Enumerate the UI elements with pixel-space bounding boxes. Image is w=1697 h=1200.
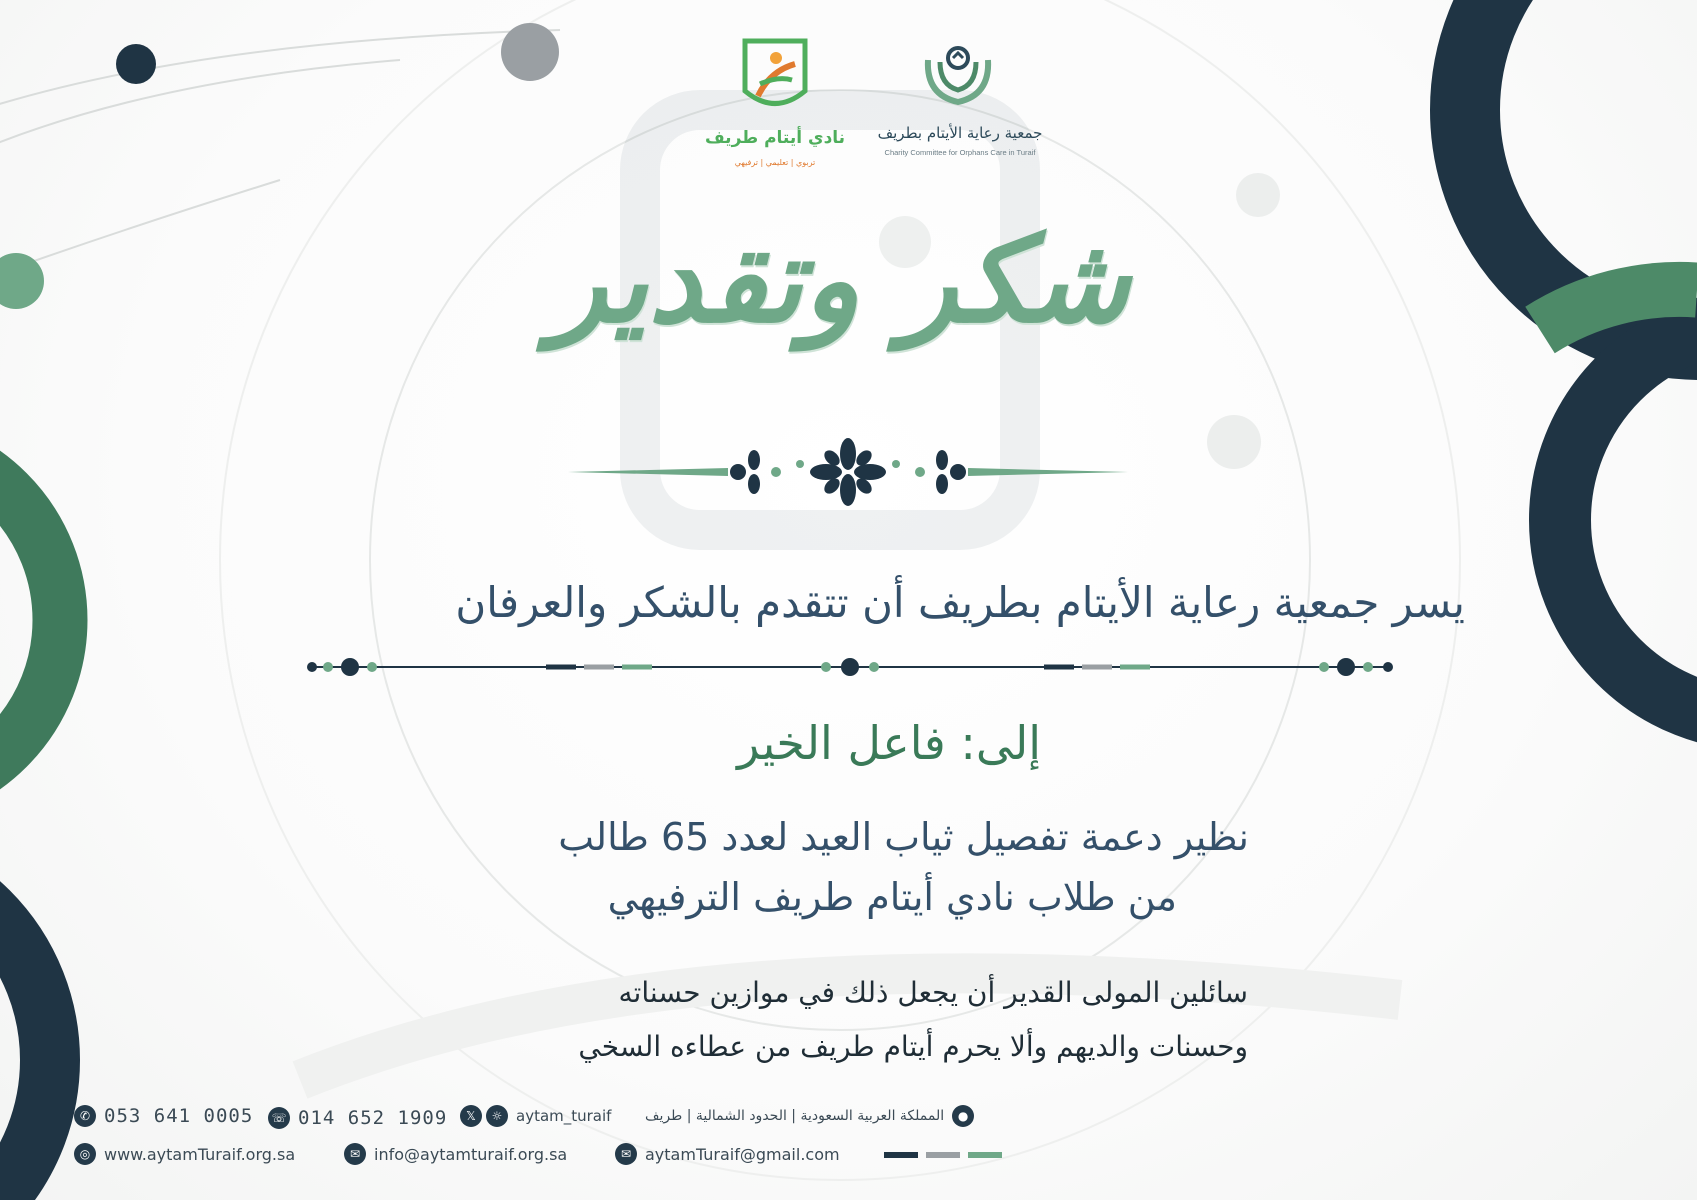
reason-line-1: نظير دعمة تفصيل ثياب العيد لعدد 65 طالب [558,815,1249,859]
snapchat-icon[interactable]: ☼ [486,1105,508,1127]
club-subtitle: تربوي | تعليمي | ترفيهي [734,158,816,167]
landline-icon: ☏ [268,1107,290,1129]
email-secondary-link[interactable]: aytamTuraif@gmail.com [645,1144,840,1164]
bead-divider [300,652,1400,682]
phone-icon: ✆ [74,1105,96,1127]
footer-email-primary [344,1143,567,1165]
reason-line-2: من طلاب نادي أيتام طريف الترفيهي [607,875,1177,919]
footer-color-bars [884,1150,1004,1160]
location-icon: ● [952,1105,974,1127]
club-shield-icon [740,36,810,120]
mail-icon: ✉ [615,1143,637,1165]
landline-number: 014 652 1909 [298,1107,448,1129]
footer-social [460,1105,611,1127]
hands-heart-icon [920,40,996,110]
globe-icon: ◎ [74,1143,96,1165]
prayer-line-2: وحسنات والديهم وألا يحرم أيتام طريف من عطاءه السخي [578,1030,1248,1063]
footer-landline [268,1107,447,1129]
footer-mobile [74,1105,253,1127]
club-name: نادي أيتام طريف [704,128,846,148]
footer-website [74,1143,295,1165]
dot-navy-small [116,44,156,84]
x-icon[interactable]: 𝕏 [460,1105,482,1127]
footer-address [645,1105,974,1127]
association-name-en: Charity Committee for Orphans Care in Turaif [884,148,1036,157]
intro-text: يسر جمعية رعاية الأيتام بطريف أن تتقدم بالشكر والعرفان [455,578,1465,627]
website-link[interactable]: www.aytamTuraif.org.sa [104,1144,296,1164]
page-title: شكر وتقدير [550,210,1130,349]
address-text: المملكة العربية السعودية | الحدود الشمالية | طريف [645,1108,945,1124]
association-logo [920,40,996,110]
social-handle: aytam_turaif [516,1107,612,1125]
club-logo [740,36,810,120]
mail-icon: ✉ [344,1143,366,1165]
mobile-number: 053 641 0005 [104,1105,254,1127]
footer-email-secondary [615,1143,840,1165]
recipient-line: إلى: فاعل الخير [737,716,1041,770]
email-primary-link[interactable]: info@aytamturaif.org.sa [374,1144,568,1164]
floral-divider [568,432,1128,512]
association-name-ar: جمعية رعاية الأيتام بطريف [877,124,1043,142]
prayer-line-1: سائلين المولى القدير أن يجعل ذلك في موازين حسناته [618,976,1248,1009]
